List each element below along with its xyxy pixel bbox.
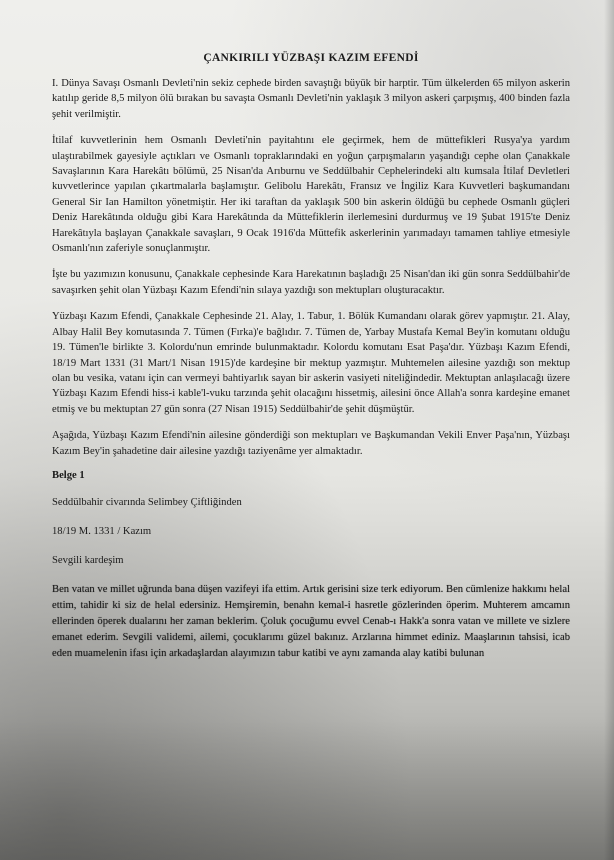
document-title: ÇANKIRILI YÜZBAŞI KAZIM EFENDİ bbox=[203, 52, 419, 64]
location-line: Seddülbahir civarında Selimbey Çiftliğinden bbox=[52, 496, 242, 508]
salutation: Sevgili kardeşim bbox=[52, 554, 124, 566]
paragraph-4: Yüzbaşı Kazım Efendi, Çanakkale Cephesinde 21. Alay, 1. Tabur, 1. Bölük Kumandanı olarak görev yapmıştır. 21. Alay, Albay Halil Bey komutasında 7. Tümen (Fırka)'e bağlıdır. 7. Tümen de, Yarbay Mustafa Kemal Bey'in komutanı olduğu 19. Tümen'le birlikte 3. Kolordu'nun emrinde bulunmaktadır. Kolordu komutanı Esat Paşa'dır. Yüzbaşı Kazım Efendi, 18/19 Mart 1331 (31 Mart/1 Nisan 1915)'de kardeşine bir mektup yazmıştır. Muhtemelen ailesine yazdığı son mektup olan bu vesika, vatanı için can vermeyi bahtiyarlık sayan bir askerin vasiyeti niteliğindedir. Mektuptan anlaşılacağı üzere Yüzbaşı Kazım Efendi hiss-i kable'l-vuku tarzında şehit olacağını hissetmiş, ailesini önce Allah'a sonra kardeşine emanet etmiş ve bu mektuptan 27 gün sonra (27 Nisan 1915) Seddülbahir'de şehit düşmüştür. bbox=[52, 311, 570, 415]
paragraph-3: İşte bu yazımızın konusunu, Çanakkale cephesinde Kara Harekatının başladığı 25 Nisan'dan iki gün sonra Seddülbahir'de savaşırken şehit olan Yüzbaşı Kazım Efendi'nin sılaya yazdığı son mektupları oluşturacaktır. bbox=[52, 269, 570, 296]
paragraph-5: Aşağıda, Yüzbaşı Kazım Efendi'nin ailesine gönderdiği son mektupları ve Başkumandan Vekili Enver Paşa'nın, Yüzbaşı Kazım Bey'in şahadetine dair ailesine yazdığı taziyenâme yer almaktadır. bbox=[52, 430, 570, 457]
scan-shadow bbox=[0, 720, 614, 860]
scan-edge bbox=[604, 0, 614, 860]
paragraph-1: I. Dünya Savaşı Osmanlı Devleti'nin sekiz cephede birden savaştığı büyük bir harptir. Tüm ülkelerden 65 milyon askerin katılıp geride 8,5 milyon ölü bırakan bu savaşta Osmanlı Devleti'nin yaklaşık 3 milyon askeri çarpışmış, 400 binden fazla şehit verilmiştir. bbox=[52, 78, 570, 120]
letter-text: Ben vatan ve millet uğrunda bana düşen vazifeyi ifa ettim. Artık gerisini size terk ediyorum. Ben cümlenize hakkımı helal ettim, tahidir ki siz de helal edersiniz. Hemşiremin, benahn kemal-i hasretle gözlerinden öperim. Muhterem amcamın ellerinden öperek dualarını her zaman beklerim. Çoluk çocuğumu evvel Cenab-ı Hakk'a sonra vatan ve millete ve sizlere emanet ederim. Sevgili validemi, ailemi, çocuklarımı güzel bakınız. Arzlarına himmet ediniz. Maaşlarının tahsisi, icab eden muamelenin ifası için arkadaşlardan alayımızın tabur katibi ve aynı zamanda alay katibi bulunan bbox=[52, 583, 570, 659]
date-line: 18/19 M. 1331 / Kazım bbox=[52, 525, 152, 537]
paragraph-2: İtilaf kuvvetlerinin hem Osmanlı Devleti'nin payitahtını ele geçirmek, hem de müttefikleri Rusya'ya yardım ulaştırabilmek gayesiyle açtıkları ve Osmanlı topraklarındaki en yoğun çarpışmaların yaşandığı cephe olan Çanakkale Savaşlarının Kara Harekâtı bölümü, 25 Nisan'da Arıburnu ve Seddülbahir Cephelerindeki altı kumsala İtilaf Devletleri kuvvetlerince yapılan çıkartmalarla başlamıştır. Gelibolu Harekâtı, Fransız ve İngiliz Kara Kuvvetleri başkumandanı General Sir Ian Hamilton yönetmiştir. Her iki taraftan da yaklaşık 500 bin askerin öldüğü bu cephede Osmanlı güçleri Deniz Harekâtında olduğu gibi Kara Harekâtında da Müttefiklerin ilerlemesini durdurmuş ve 19 Şubat 1915'te Deniz Harekâtıyla başlayan Çanakkale savaşları, 9 Ocak 1916'da Müttefik askerlerinin yarımadayı tamamen tahliye etmesiyle Osmanlı'nın zaferiyle sonuçlanmıştır. bbox=[52, 135, 570, 255]
belge-label: Belge 1 bbox=[52, 469, 85, 481]
letter-body bbox=[52, 582, 570, 662]
